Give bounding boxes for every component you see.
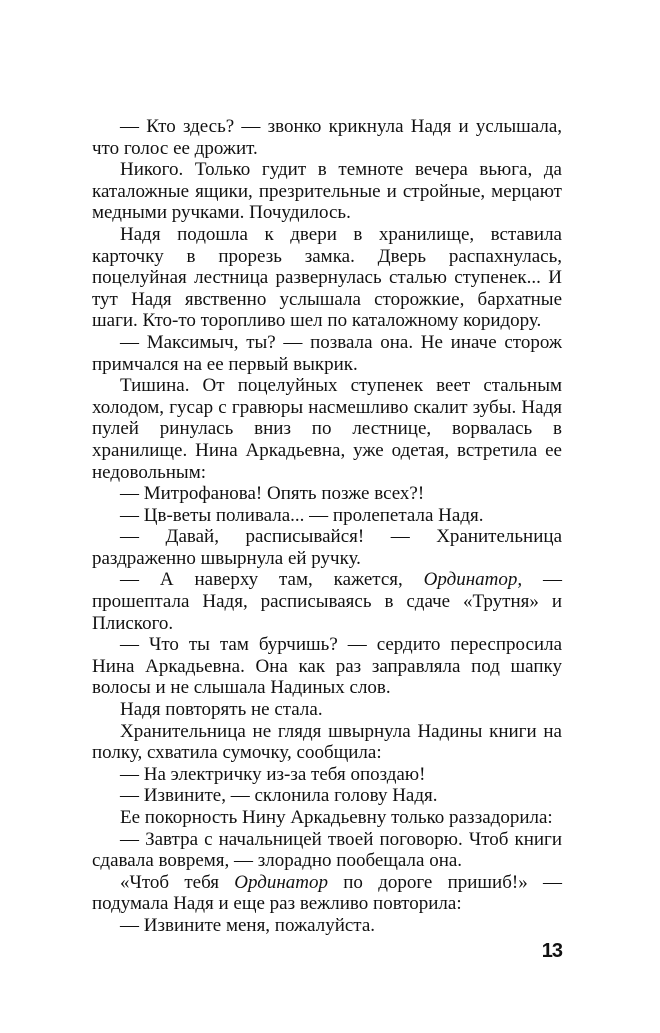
italic-title: Ординатор, xyxy=(423,569,523,591)
paragraph: Надя подошла к двери в хранилище, вставила карточку в прорезь замка. Дверь распахнулась, поцелуйная лестница развернулась сталью ступенек... И тут Надя явственно услышала сторожкие, бархатные шаги. Кто-то торопливо шел по каталожному коридору. xyxy=(92,223,562,332)
paragraph: — Извините, — склонила голову Надя. xyxy=(120,785,438,807)
text-span: — прошептала Надя, расписываясь в сдаче «Трутня» и Плиского. xyxy=(92,569,562,634)
paragraph: — Давай, расписывайся! — Хранительница раздраженно швырнула ей ручку. xyxy=(92,526,562,569)
text-span: по дороге пришиб!» — подумала Надя и еще раз вежливо повторила: xyxy=(92,871,562,915)
paragraph: — Максимыч, ты? — позвала она. Не иначе сторож примчался на ее первый выкрик. xyxy=(92,331,562,375)
paragraph: — Что ты там бурчишь? — сердито переспросила Нина Аркадьевна. Она как раз заправляла под шапку волосы и не слышала Надиных слов. xyxy=(92,634,562,699)
paragraph: Хранительница не глядя швырнула Надины книги на полку, схватила сумочку, сообщила: xyxy=(92,720,562,764)
paragraph: — На электричку из-за тебя опоздаю! xyxy=(120,763,426,785)
paragraph xyxy=(92,569,562,634)
italic-title: Ординатор xyxy=(234,871,328,893)
paragraph: Тишина. От поцелуйных ступенек веет стальным холодом, гусар с гравюры насмешливо скалит зубы. Надя пулей ринулась вниз по лестнице, ворвалась в хранилище. Нина Аркадьевна, уже одетая, встретила ее недовольным: xyxy=(92,375,562,483)
page-text xyxy=(92,116,562,937)
paragraph: — Кто здесь? — звонко крикнула Надя и услышала, что голос ее дрожит. xyxy=(92,116,562,159)
paragraph: — Митрофанова! Опять позже всех?! xyxy=(120,483,425,505)
text-span: «Чтоб тебя xyxy=(120,871,235,893)
paragraph: — Завтра с начальницей твоей поговорю. Чтоб книги сдавала вовремя, — злорадно пообещала она. xyxy=(92,828,562,872)
paragraph xyxy=(92,872,562,915)
paragraph: Ее покорность Нину Аркадьевну только раззадорила: xyxy=(120,807,553,828)
page-number: 13 xyxy=(541,940,562,962)
paragraph: Никого. Только гудит в темноте вечера вьюга, да каталожные ящики, презрительные и стройные, мерцают медными ручками. Почудилось. xyxy=(92,159,562,224)
paragraph: — Извините меня, пожалуйста. xyxy=(120,914,376,936)
paragraph: — Цв-веты поливала... — пролепетала Надя. xyxy=(120,504,484,526)
paragraph: Надя повторять не стала. xyxy=(120,699,323,721)
text-span: — А наверху там, кажется, xyxy=(120,569,424,591)
